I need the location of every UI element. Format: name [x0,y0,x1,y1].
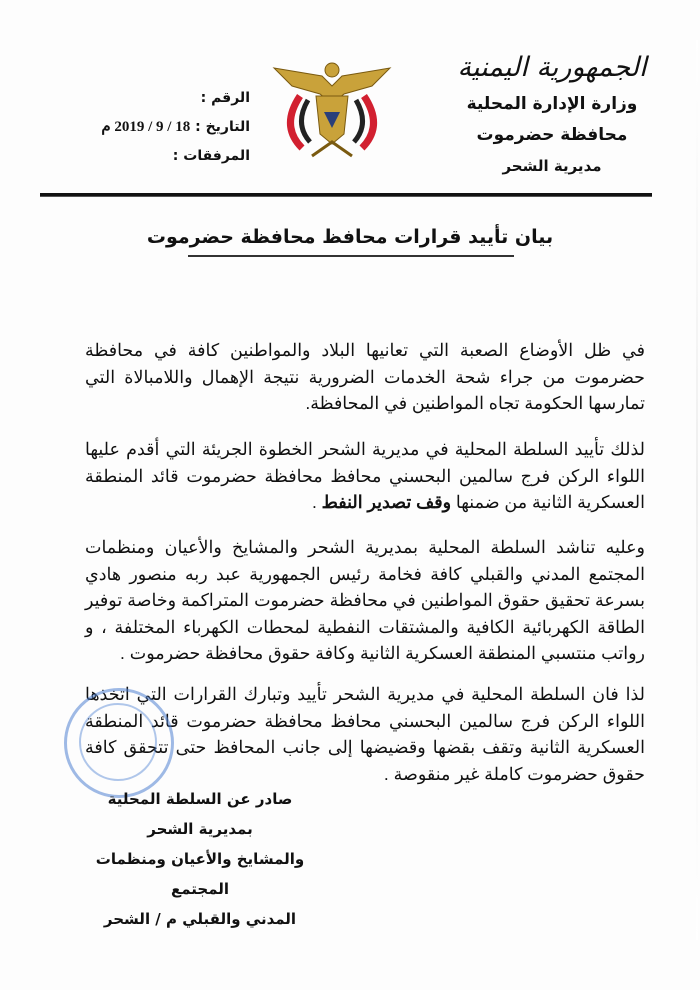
header-divider [40,193,652,197]
date-label: التاريخ : [195,119,250,135]
paragraph-4: لذا فان السلطة المحلية في مديرية الشحر تأييد وتبارك القرارات التي اتخذها اللواء الركن فرج سالمين البحسني محافظ محافظة حضرموت قائد المنطقة العسكرية الثانية وتقف بقضها وقضيضها إلى جانب المحافظ حتى تتحقق كافة حقوق حضرموت كاملة غير منقوصة . [85,684,645,784]
governorate-name: محافظة حضرموت [476,125,628,145]
signature-line-1: صادر عن السلطة المحلية بمديرية الشحر [107,790,293,838]
paragraph-3: وعليه تناشد السلطة المحلية بمديرية الشحر والمشايخ والأعيان ومنظمات المجتمع المدني والقبلي كافة فخامة رئيس الجمهورية عبد ربه منصور هادي بسرعة تحقيق حقوق المواطنين في محافظة حضرموت المتراكمة وخاصة توفير الطاقة الكهربائية الكافية والمشتقات النفطية لمحطات الكهرباء المختلفة ، و رواتب منتسبي المنطقة العسكرية الثانية وكافة حقوق محافظة حضرموت . [85,537,645,663]
date-value: 18 / 9 / 2019 م [101,119,191,135]
date-field [50,113,250,142]
yemen-eagle-emblem-icon [272,56,392,164]
reference-number-label: الرقم : [200,90,250,106]
signature-block [85,784,315,934]
title-underline [188,255,514,257]
page-edge-shadow [696,40,698,940]
official-stamp-icon [64,688,174,798]
reference-number-field [50,84,250,113]
signature-line-2: والمشايخ والأعيان ومنظمات المجتمع [95,850,305,898]
paragraph-2-bold: وقف تصدير النفط [321,492,452,512]
paragraph-2-text: لذلك تأييد السلطة المحلية في مديرية الشحر الخطوة الجريئة التي أقدم عليها اللواء الركن فرج سالمين البحسني محافظ محافظة حضرموت قائد المنطقة العسكرية الثانية من ضمنها [85,439,645,512]
letterhead-right [452,52,652,182]
attachments-label: المرفقات : [172,148,250,164]
district-name: مديرية الشحر [502,157,602,175]
paragraph-2-end: . [311,492,322,512]
paragraph-1: في ظل الأوضاع الصعبة التي تعانيها البلاد والمواطنين كافة في محافظة حضرموت من جراء شحة الخدمات الضرورية نتيجة الإهمال واللامبالاة التي تمارسها الحكومة تجاه المواطنين في المحافظة. [85,340,645,413]
document-title: بيان تأييد قرارات محافظ محافظة حضرموت [146,226,554,248]
ministry-name: وزارة الإدارة المحلية [466,94,638,114]
attachments-field [50,142,250,171]
letterhead-left [50,84,250,171]
paragraph-2 [85,436,645,516]
signature-line-3: المدني والقبلي م / الشحر [103,910,297,928]
country-name: الجمهورية اليمنية [457,52,647,83]
